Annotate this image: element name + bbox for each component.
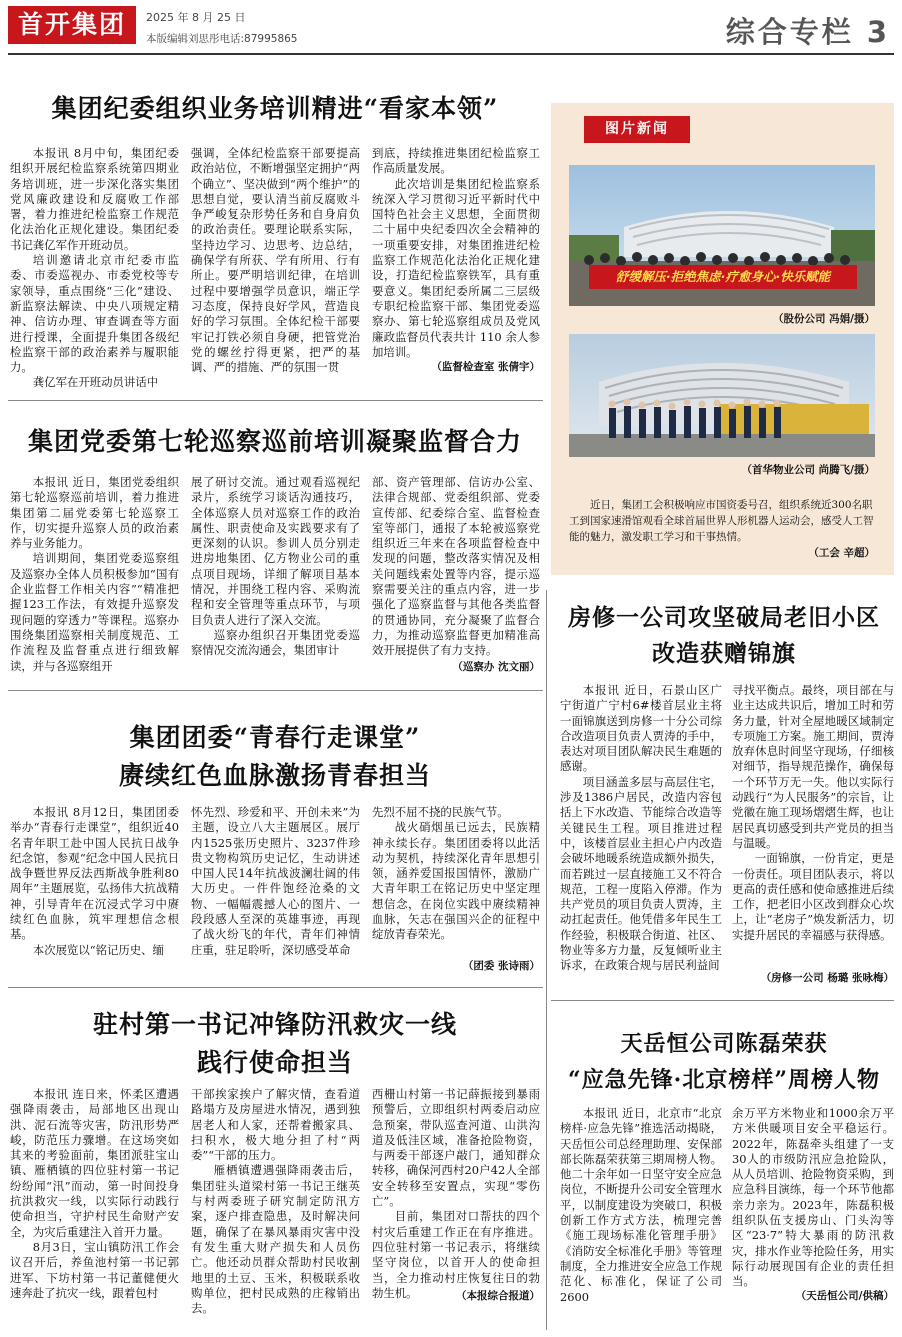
photo-group-1 [569,165,875,306]
article5-col2 [732,683,894,968]
article3-para5: 战火硝烟虽已远去，民族精神永续长存。集团团委将以此活动为契机，持续深化青年思想引领，涵养爱国报国情怀，激励广大青年职工在铭记历史中坚定理想信念，在岗位实践中赓续精神血脉，矢志在强国兴企的征程中绽放青春荣光。 [372,820,540,942]
article3-col3 [372,805,540,955]
article5-credit: （房修一公司 杨璐 张咏梅） [760,972,894,984]
photo-banner-text: 舒缓解压·拒绝焦虑·疗愈身心·快乐赋能 [615,269,831,284]
newspaper-logo: 首开集团 [8,6,136,44]
article4-para1: 本报讯 连日来，怀柔区遭遇强降雨袭击，局部地区出现山洪、泥石流等灾害，防汛形势严峻，防范压力骤增。在这场突如其来的考验面前，集团派驻宝山镇、雁栖镇的四位驻村第一书记纷纷闻“汛”而动，第一时间投身抗洪救灾一线，以实际行动践行使命担当，守护村民生命财产安全，为灾后重建注入首开力量。 [10,1087,179,1239]
article1-para3: 龚亿军在开班动员讲话中 [32,375,159,390]
article1-para1: 本报讯 8月中旬，集团纪委组织开展纪检监察系统第四期业务培训班，进一步深化落实集团党风廉政建设和反腐败工作部署，着力推进纪检监察工作规范化法治化正规化建设。集团纪委书记龚亿军作开班动员。 [10,146,179,252]
article2-col2 [191,475,360,675]
article3-title [10,719,540,795]
article6-para1: 本报讯 近日，北京市“北京榜样·应急先锋”推选活动揭晓，天岳恒公司总经理助理、安保部部长陈磊荣获第三期周榜人物。他二十余年如一日坚守安全应急岗位，不断提升公司安全管理水平，以制度建设为突破口，积极创新工作方式方法，梳理完善《施工现场标准化管理手册》《消防安全标准化手册》等管理制度，全力推进安全应急工作规范化、标准化，保证了公司2600 [560,1106,722,1304]
article3-title-line2: 赓续红色血脉激扬青春担当 [118,761,431,790]
photo1-credit: （股份公司 冯娟/摄） [773,313,875,325]
article1-col1 [10,146,179,390]
article-divider [8,987,543,988]
article4-para5: 西栅山村第一书记薛振接到暴雨预警后，立即组织村两委启动应急预案，带队巡查河道、山洪沟道及低洼区域，准备抢险物资，与两委干部逐户敲门，通知群众转移，确保河西村20户42人全部安全转移至安置点，实现“零伤亡”。 [372,1087,540,1209]
article5-title-line2: 改造获赠锦旗 [652,640,796,667]
article2-para5: 部、资产管理部、信访办公室、法律合规部、党委组织部、党委宣传部、纪委综合室、监督检查室等部门，通报了本轮被巡察党组织近三年来在各项监督检查中发现的问题，整改落实情况及相关问题线索处置等内容，提示巡察需要关注的重点内容，进一步强化了巡察监督与其他各类监督的贯通协同，充分凝聚了监督合力，为推动巡察监督更加精准高效开展提供了有力支持。 [372,475,540,658]
article6-col2 [732,1106,894,1289]
article3-title-line1: 集团团委“青春行走课堂” [129,723,421,752]
photo-group-2-image [569,334,875,457]
article-divider [551,1000,894,1001]
header-divider [8,53,894,55]
article1-para5: 到底，持续推进集团纪检监察工作高质量发展。 [372,146,540,176]
article6-para2: 余万平方米物业和1000余万平方米供暖项目安全平稳运行。2022年，陈磊牵头组建了一支30人的市级防汛应急抢险队，从人员培训、抢险物资采购，到应急科目演练，每一个环节他都亲力亲为。2023年，陈磊积极组织队伍支援房山、门头沟等区“23·7”特大暴雨的防汛救灾，排水作业等抢险任务，用实际行动展现国有企业的责任担当。 [732,1106,894,1289]
article5-title-line1: 房修一公司攻坚破局老旧小区 [568,604,880,631]
column-divider [546,590,547,1330]
article1-col3 [372,146,540,358]
article3-col1 [10,805,179,975]
article5-para2: 项目涵盖多层与高层住宅，涉及1386户居民，改造内容包括上下水改造、节能综合改造等关键民生工程。项目推进过程中，该楼首层业主担心户内改造会破坏地暖系统造成额外损失，而若跳过一层直接施工又不符合规范，工程一度陷入停滞。作为共产党员的项目负责人贾涛，主动扛起责任。他凭借多年民生工作经验，积极联合街道、社区、物业等多方力量，反复倾听业主诉求，在政策合规与居民利益间 [560,774,722,973]
article1-credit: （监督检查室 张倩宇） [431,361,540,373]
article5-para1: 本报讯 近日，石景山区广宁街道广宁村6#楼首层业主将一面锦旗送到房修一十分公司综合改造项目负责人贾涛的手中，表达对项目团队解决民生难题的感谢。 [560,683,722,774]
article4-para6: 目前，集团对口帮扶的四个村灾后重建工作正在有序推进。四位驻村第一书记表示，将继续坚守岗位，以首开人的使命担当，全力推动村庄恢复往日的勃勃生机。 [372,1209,540,1300]
article2-para1: 本报讯 近日，集团党委组织第七轮巡察巡前培训，着力推进集团第二届党委第七轮巡察工作，切实提升巡察人员的政治素养与业务能力。 [10,475,179,551]
article3-para2: 本次展览以“铭记历史、缅 [32,942,164,957]
article6-title-line2: “应急先锋·北京榜样”周榜人物 [568,1067,880,1093]
article2-credit: （巡察办 沈文丽） [452,661,540,673]
article4-col1 [10,1087,179,1302]
article1-title: 集团纪委组织业务培训精进“看家本领” [51,94,499,123]
article5-title [556,600,892,672]
article4-para4: 雁栖镇遭遇强降雨袭击后，集团驻头道梁村第一书记王继英与村两委班子研究制定防汛方案，逐户排查隐患，及时解决问题，确保了在暴风暴雨灾害中没有发生重大财产损失和人员伤亡。他还动员群众帮助村民收割地里的土豆、玉米，积极联系收购单位，把村民成熟的庄稼销出去。 [191,1163,360,1316]
article4-title-line1: 驻村第一书记冲锋防汛救灾一线 [92,1010,457,1039]
article3-col2 [191,805,360,975]
article1-col2 [191,146,360,376]
issue-date: 2025 年 8 月 25 日 [146,11,246,24]
article2-col3 [372,475,540,658]
article5-para3: 寻找平衡点。最终，项目部在与业主达成共识后，增加工时和劳务力量，针对全屋地暖区域制定专项施工方案。施工期间，贾涛放弃休息时间坚守现场，仔细核对细节，指导规范操作，确保每一个环节万无一失。他以实际行动践行“为人民服务”的宗旨，让党徽在施工现场熠熠生辉，也让居民真切感受到共产党员的担当与温暖。 [732,683,894,850]
article5-para4: 一面锦旗，一份肯定，更是一份责任。项目团队表示，将以更高的责任感和使命感推进后续工作，把老旧小区改到群众心坎上，让“老房子”焕发新活力，切实提升居民的幸福感与获得感。 [732,851,894,942]
article4-credit: （本报综合报道） [456,1290,540,1302]
article3-credit: （团委 张诗雨） [462,960,540,972]
article4-title [10,1006,540,1082]
article2-para3: 展了研讨交流。通过观看巡视纪录片，系统学习谈话沟通技巧，全体巡察人员对巡察工作的政治属性、职责使命及实践要求有了更深刻的认识。参训人员分别走进房地集团、亿方物业公司的重点项目现场，详细了解项目基本情况，并围绕工程内容、采购流程和安全管理等重点环节，与项目负责人进行了深入交流。 [191,475,360,627]
article1-para4: 强调，全体纪检监察干部要提高政治站位，不断增强坚定拥护“两个确立”、坚决做到“两个维护”的思想自觉，要认清当前反腐败斗争严峻复杂形势任务和自身肩负的政治责任。要理论联系实际，坚持边学习、边思考、边总结，确保学有所获、学有所用、行有所止。要严明培训纪律，在培训过程中要增强学员意识，端正学习态度，保持良好学风，营造良好的学习氛围。全体纪检干部要牢记打铁必须自身硬，把管党治党的螺丝拧得更紧，把严的基调、严的措施、严的氛围一贯 [191,146,360,375]
article3-para4: 先烈不屈不挠的民族气节。 [372,805,509,819]
article-divider [8,690,543,691]
photo2-credit: （首华物业公司 尚腾飞/摄） [741,464,875,476]
article2-para2: 培训期间，集团党委巡察组及巡察办全体人员积极参加“国有企业监督工作相关内容”“精准把握123工作法，有效提升巡察发现问题的穿透力”等课程。巡察办围绕集团巡察相关制度规范、工作流程及监督重点进行细致解读，并与各巡察组开 [10,551,179,673]
article4-para2: 8月3日，宝山镇防汛工作会议召开后，养鱼池村第一书记郭进军、下坊村第一书记董健便火速奔赴了抗灾一线，跟着包村 [10,1239,179,1300]
article6-col1 [560,1106,722,1321]
article-divider [8,400,543,401]
section-title: 综合专栏 3 [725,15,890,49]
article4-col2 [191,1087,360,1316]
caption-credit: （工会 辛超） [808,547,875,559]
photo-group-2 [569,334,875,457]
article6-title-line1: 天岳恒公司陈磊荣获 [620,1031,828,1057]
article2-para4: 巡察办组织召开集团党委巡察情况交流沟通会，集团审计 [191,627,360,658]
article1-para6: 此次培训是集团纪检监察系统深入学习贯彻习近平新时代中国特色社会主义思想，全面贯彻二十届中央纪委四次全会精神的一项重要安排，对集团推进纪检监察工作规范化法治化正规化建设，打造纪检监察铁军，具有重要意义。集团纪委所属二三层级专职纪检监察干部、集团党委巡察办、第七轮巡察组成员及党风廉政监督员代表共计 110 余人参加培训。 [372,176,540,359]
article5-col1 [560,683,722,988]
article4-title-line2: 践行使命担当 [196,1048,353,1077]
photo-news-tag: 图片新闻 [584,116,690,143]
article1-para2: 培训邀请北京市纪委市监委、市委巡视办、市委党校等专家领导，重点围绕“三化”建设、新监察法解读、中央八项规定精神、信访办理、审查调查等方面进行授课，全面提升集团各级纪检监察干部的政治素养与履职能力。 [10,253,179,375]
article6-title [556,1026,892,1098]
article4-para3: 干部挨家挨户了解灾情，查看道路塌方及房屋进水情况，遇到独居老人和人家，还帮着搬家具、扫积水，极大地分担了村“两委”“干部的压力。 [191,1087,360,1163]
editor-line: 本版编辑刘思彤电话:87995865 [146,33,298,45]
article3-para1: 本报讯 8月12日，集团团委举办“青春行走课堂”，组织近40名青年职工赴中国人民抗日战争纪念馆，参观“纪念中国人民抗日战争暨世界反法西斯战争胜利80周年”主题展览，弘扬伟大抗战精神，引导青年在沉浸式学习中赓续红色血脉，筑牢理想信念根基。 [10,805,179,942]
article2-col1 [10,475,179,675]
photo-caption: 近日，集团工会积极响应市国资委号召，组织系统近300名职工到国家速滑馆观看全球首届世界人形机器人运动会，感受人工智能的魅力，激发职工学习和干事热情。 [569,499,874,543]
article3-para3: 怀先烈、珍爱和平、开创未来”为主题，设立八大主题展区。展厅内1525张历史照片、3237件珍贵文物构筑历史记忆，生动讲述中国人民14年抗战波澜壮阔的伟大历史。一件件饱经沧桑的文物、一幅幅震撼人心的图片、一段段感人至深的英雄事迹，再现了战火纷飞的年代，青年们神情庄重，驻足聆听，深切感受革命 [191,805,360,957]
article6-credit: （天岳恒公司/供稿） [795,1290,894,1302]
article2-title: 集团党委第七轮巡察巡前培训凝聚监督合力 [27,427,522,456]
